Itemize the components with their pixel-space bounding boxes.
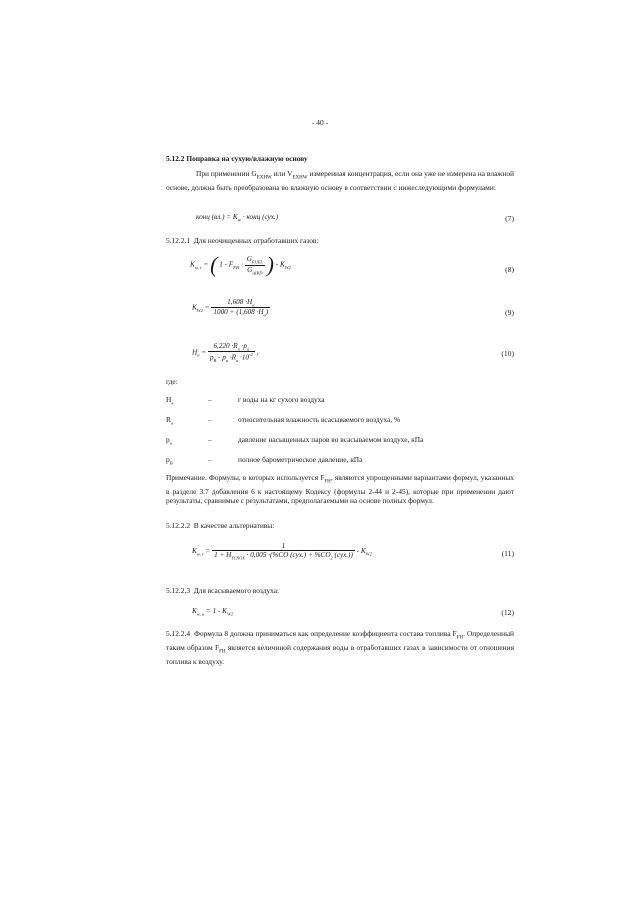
equation-10: $H_a$ = $\frac{6,220 \cdot R_a \cdot p_a}{p_B - p_a \cdot R_a \cdot 10^{-2}}$ , <box>192 342 259 364</box>
equation-11-number: (11) <box>501 549 514 558</box>
equation-9-number: (9) <box>505 308 514 317</box>
subsection-5-12-2-3: 5.12.2.3 Для всасываемого воздуха: <box>166 586 280 595</box>
subsection-5-12-2-4: 5.12.2.4 Формула 8 должна приниматься как определение коэффициента состава топлива $F_{FH}$. Определенный таким образом $F_{FH}$ является величиной содержания воды в отработавших газах в зависимости от отношения топлива к воздуху. <box>166 629 514 666</box>
equation-12-number: (12) <box>501 608 514 617</box>
intro-paragraph: При применении $G_{EXHW}$ или $V_{EXHW}$ измеренная концентрация, если она уже не измерена на влажной основе, должна быть преобразована во влажную основу в соответствии с нижеследующими формулами: <box>166 169 514 192</box>
equation-12: $K_{w, a} = 1 - K_{W2}$ <box>192 607 234 617</box>
note-paragraph: Примечание. Формулы, в которых используется $F_{FH}$, являются упрощенными вариантами формул, указанных в разделе 3.7 добавления 6 к настоящему Кодексу (формулы 2-44 и 2-45), которые при применении дают результаты, сравнимые с результатами, предполагаемыми на основе полных формул. <box>166 473 514 506</box>
equation-9: $K_{W2}$ = $\frac{1,608 \cdot H_a}{1000 + (1,608 \cdot H_a)}$ <box>192 298 269 318</box>
equation-8-number: (8) <box>505 265 514 274</box>
document-page: - 40 - 5.12.2 Поправка на сухую/влажную основу При применении $G_{EXHW}$ или $V_{EXHW}$ измеренная концентрация, если она уже не измерена на влажной основе, должна быть преобразована во влажную основу в соответствии с нижеследующими формулами: конц $(вл.) = K_w$ · конц (сух.) (7) 5.12.2.1 Для неочищенных отработавших газов: $K_{w, r}$ = ( $1 - F_{FH}$ · $\frac{G_{FUEL}}{G_{AIRD}}$ ) - $K_{W2}$ (8) $K_{W2}$ = $\frac{1,608 \cdot H_a}{1000 + (1,608 \cdot H_a)}$ (9) $H_a$ = $\frac{6,220 \cdot R_a \cdot p_a}{p_B - p_a \cdot R_a \cdot 10^{-2}}$ , (10) где: $H_a$ – г воды на кг сухого воздуха $R_a$ – относительная влажность всасываемого воздуха, % $p_a$ – давление насыщенных паров во всасываемом воздухе, кПа $p_B$ – полное барометрическое давление, кПа Примечание. Формулы, в которых используется $F_{FH}$, являются упрощенными вариантами формул, указанных в разделе 3.7 добавления 6 к настоящему Кодексу (формулы 2-44 и 2-45), которые при применении дают результаты, сравнимые с результатами, предполагаемыми на основе полных формул. 5.12.2.2 В качестве альтернативы: $K_{w, r}$ = $\frac{1}{1 + H_{TCNOX} \cdot 0,005 \cdot(\%CO (сух.) + \%CO_2 (сух.))}$ - $K_{W2}$ (11) 5.12.2.3 Для всасываемого воздуха: $K_{w, a} = 1 - K_{W2}$ (12) 5.12.2.4 Формула 8 должна приниматься как определение коэффициента состава топлива $F_{FH}$. Определенный таким образом $F_{FH}$ является величиной содержания воды в отработавших газах в зависимости от отношения топлива к воздуху. <box>166 118 514 666</box>
page-number: - 40 - <box>311 118 328 127</box>
where-label: где: <box>166 377 178 386</box>
section-title: 5.12.2 Поправка на сухую/влажную основу <box>166 154 308 163</box>
subsection-5-12-2-1: 5.12.2.1 Для неочищенных отработавших газов: <box>166 236 319 245</box>
equation-8: $K_{w, r}$ = ( $1 - F_{FH}$ · $\frac{G_{FUEL}}{G_{AIRD}}$ ) - $K_{W2}$ <box>190 252 291 277</box>
equation-11: $K_{w, r}$ = $\frac{1}{1 + H_{TCNOX} \cdot 0,005 \cdot(\%CO (сух.) + \%CO_2 (сух.))}$ - $K_{W2}$ <box>192 542 372 561</box>
equation-7-number: (7) <box>505 214 514 223</box>
equation-7: конц $(вл.) = K_w$ · конц (сух.) <box>196 213 279 224</box>
subsection-5-12-2-2: 5.12.2.2 В качестве альтернативы: <box>166 521 275 530</box>
equation-10-number: (10) <box>501 349 514 358</box>
